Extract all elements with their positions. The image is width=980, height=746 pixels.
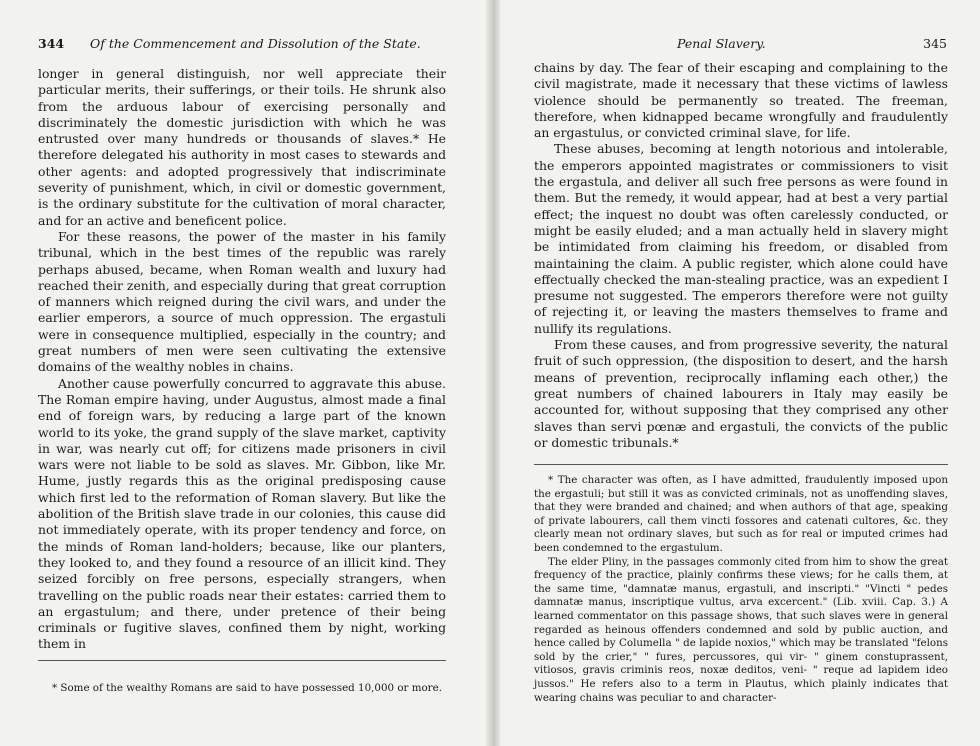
running-title: Of the Commencement and Dissolution of the State. — [90, 36, 421, 51]
paragraph: Another cause powerfully concurred to aggravate this abuse. The Roman empire having, under Augustus, almost made a final end of foreign wars, by reducing a large part of the known world to its yoke, the grand supply of the slave market, captivity in war, was nearly cut off; for citizens made prisoners in civil wars were not liable to be sold as slaves. Mr. Gibbon, like Mr. Hume, justly regards this as the original predisposing cause which first led to the reformation of Roman slavery. But like the abolition of the British slave trade in our colonies, this cause did not immediately operate, with its proper tendency and force, on the minds of Roman land-holders; because, like our planters, they looked to, and they found a resource of an illicit kind. They seized forcibly on free persons, especially strangers, when travelling on the public roads near their estates: carried them to an ergastulum; and there, under pretence of their being criminals or fugitive slaves, confined them by night, working them in — [38, 375, 446, 652]
footnote-rule — [38, 660, 446, 661]
footnote: * The character was often, as I have admitted, fraudulently imposed upon the ergastuli; but still it was as convicted criminals, not as unoffending slaves, that they were branded and chained; and when authors of that age, speaking of private labourers, call them vincti fossores and catenati cultores, &c. they clearly mean not ordinary slaves, but such as for real or imputed crimes had been condemned to the ergastulum. — [534, 474, 948, 554]
paragraph: These abuses, becoming at length notorious and intolerable, the emperors appointed magistrates or commissioners to visit the ergastula, and deliver all such free persons as were found in them. But the remedy, it would appear, had at best a very partial effect; the inquest no doubt was often carelessly conducted, or might be easily eluded; and a man actually held in slavery might be intimidated from claiming his freedom, or disabled from maintaining the claim. A public register, which alone could have effectually checked the man-stealing practice, was an expedient I presume not suggested. The emperors therefore were not guilty of rejecting it, or leaving the masters themselves to frame and nullify its regulations. — [534, 141, 948, 336]
page-number: 344 — [38, 36, 65, 51]
paragraph: longer in general distinguish, nor well appreciate their particular merits, their sufferings, or their toils. He shrunk also from the arduous labour of exercising personally and discriminately the domestic jurisdiction with which he was entrusted over many hundreds or thousands of slaves.* He therefore delegated his authority in most cases to stewards and other agents: and adopted progressively that indiscriminate severity of punishment, which, in civil or domestic government, is the ordinary substitute for the cultivation of moral character, and for an active and beneficent police. — [38, 66, 446, 228]
running-header — [38, 36, 448, 54]
right-page — [500, 0, 980, 746]
running-title: Penal Slavery. — [677, 36, 766, 51]
footnote: The elder Pliny, in the passages commonly cited from him to show the great frequency of the practice, plainly confirms these views; for he calls them, at the same time, "damnatæ manus, ergastuli, and inscripti." "Vincti " pedes damnatæ manus, inscriptique vultus, arva excercent." (Lib. xviii. Cap. 3.) A learned commentator on this passage shows, that such slaves were in general regarded as heinous offenders condemned and sold by public auction, and hence called by Columella " de lapide noxios," which may be translated "felons sold by the crier," " fures, percussores, qui vir- " ginem constuprassent, vitiosos, gravis criminis reos, noxæ deditos, veni- " reque ad lapidem ideo jussos." He refers also to a term in Plautus, which plainly indicates that wearing chains was peculiar to and character- — [534, 555, 948, 704]
page-number: 345 — [923, 36, 947, 51]
footnote-rule — [534, 464, 948, 465]
running-header — [535, 36, 947, 54]
left-page — [0, 0, 486, 746]
book-gutter — [486, 0, 500, 746]
body-text — [534, 60, 948, 451]
body-text — [38, 66, 446, 653]
footnote: * Some of the wealthy Romans are said to have possessed 10,000 or more. — [52, 682, 442, 694]
footnotes — [38, 682, 446, 696]
footnotes — [534, 474, 948, 705]
paragraph: chains by day. The fear of their escaping and complaining to the civil magistrate, made it necessary that these victims of lawless violence should be permanently so treated. The freeman, therefore, when kidnapped became wrongfully and fraudulently an ergastulus, or convicted criminal slave, for life. — [534, 60, 948, 141]
paragraph: From these causes, and from progressive severity, the natural fruit of such oppression, (the disposition to desert, and the harsh means of prevention, reciprocally inflaming each other,) the great numbers of chained labourers in Italy may easily be accounted for, without supposing that they comprised any other slaves than servi pœnæ and ergastuli, the convicts of the public or domestic tribunals.* — [534, 337, 948, 450]
paragraph: For these reasons, the power of the master in his family tribunal, which in the best times of the republic was rarely perhaps abused, became, when Roman wealth and luxury had reached their zenith, and especially during that great corruption of manners which reigned during the civil wars, and under the earlier emperors, a source of much oppression. The ergastuli were in consequence multiplied, especially in the country; and great numbers of men were seen cultivating the extensive domains of the wealthy nobles in chains. — [38, 228, 446, 375]
